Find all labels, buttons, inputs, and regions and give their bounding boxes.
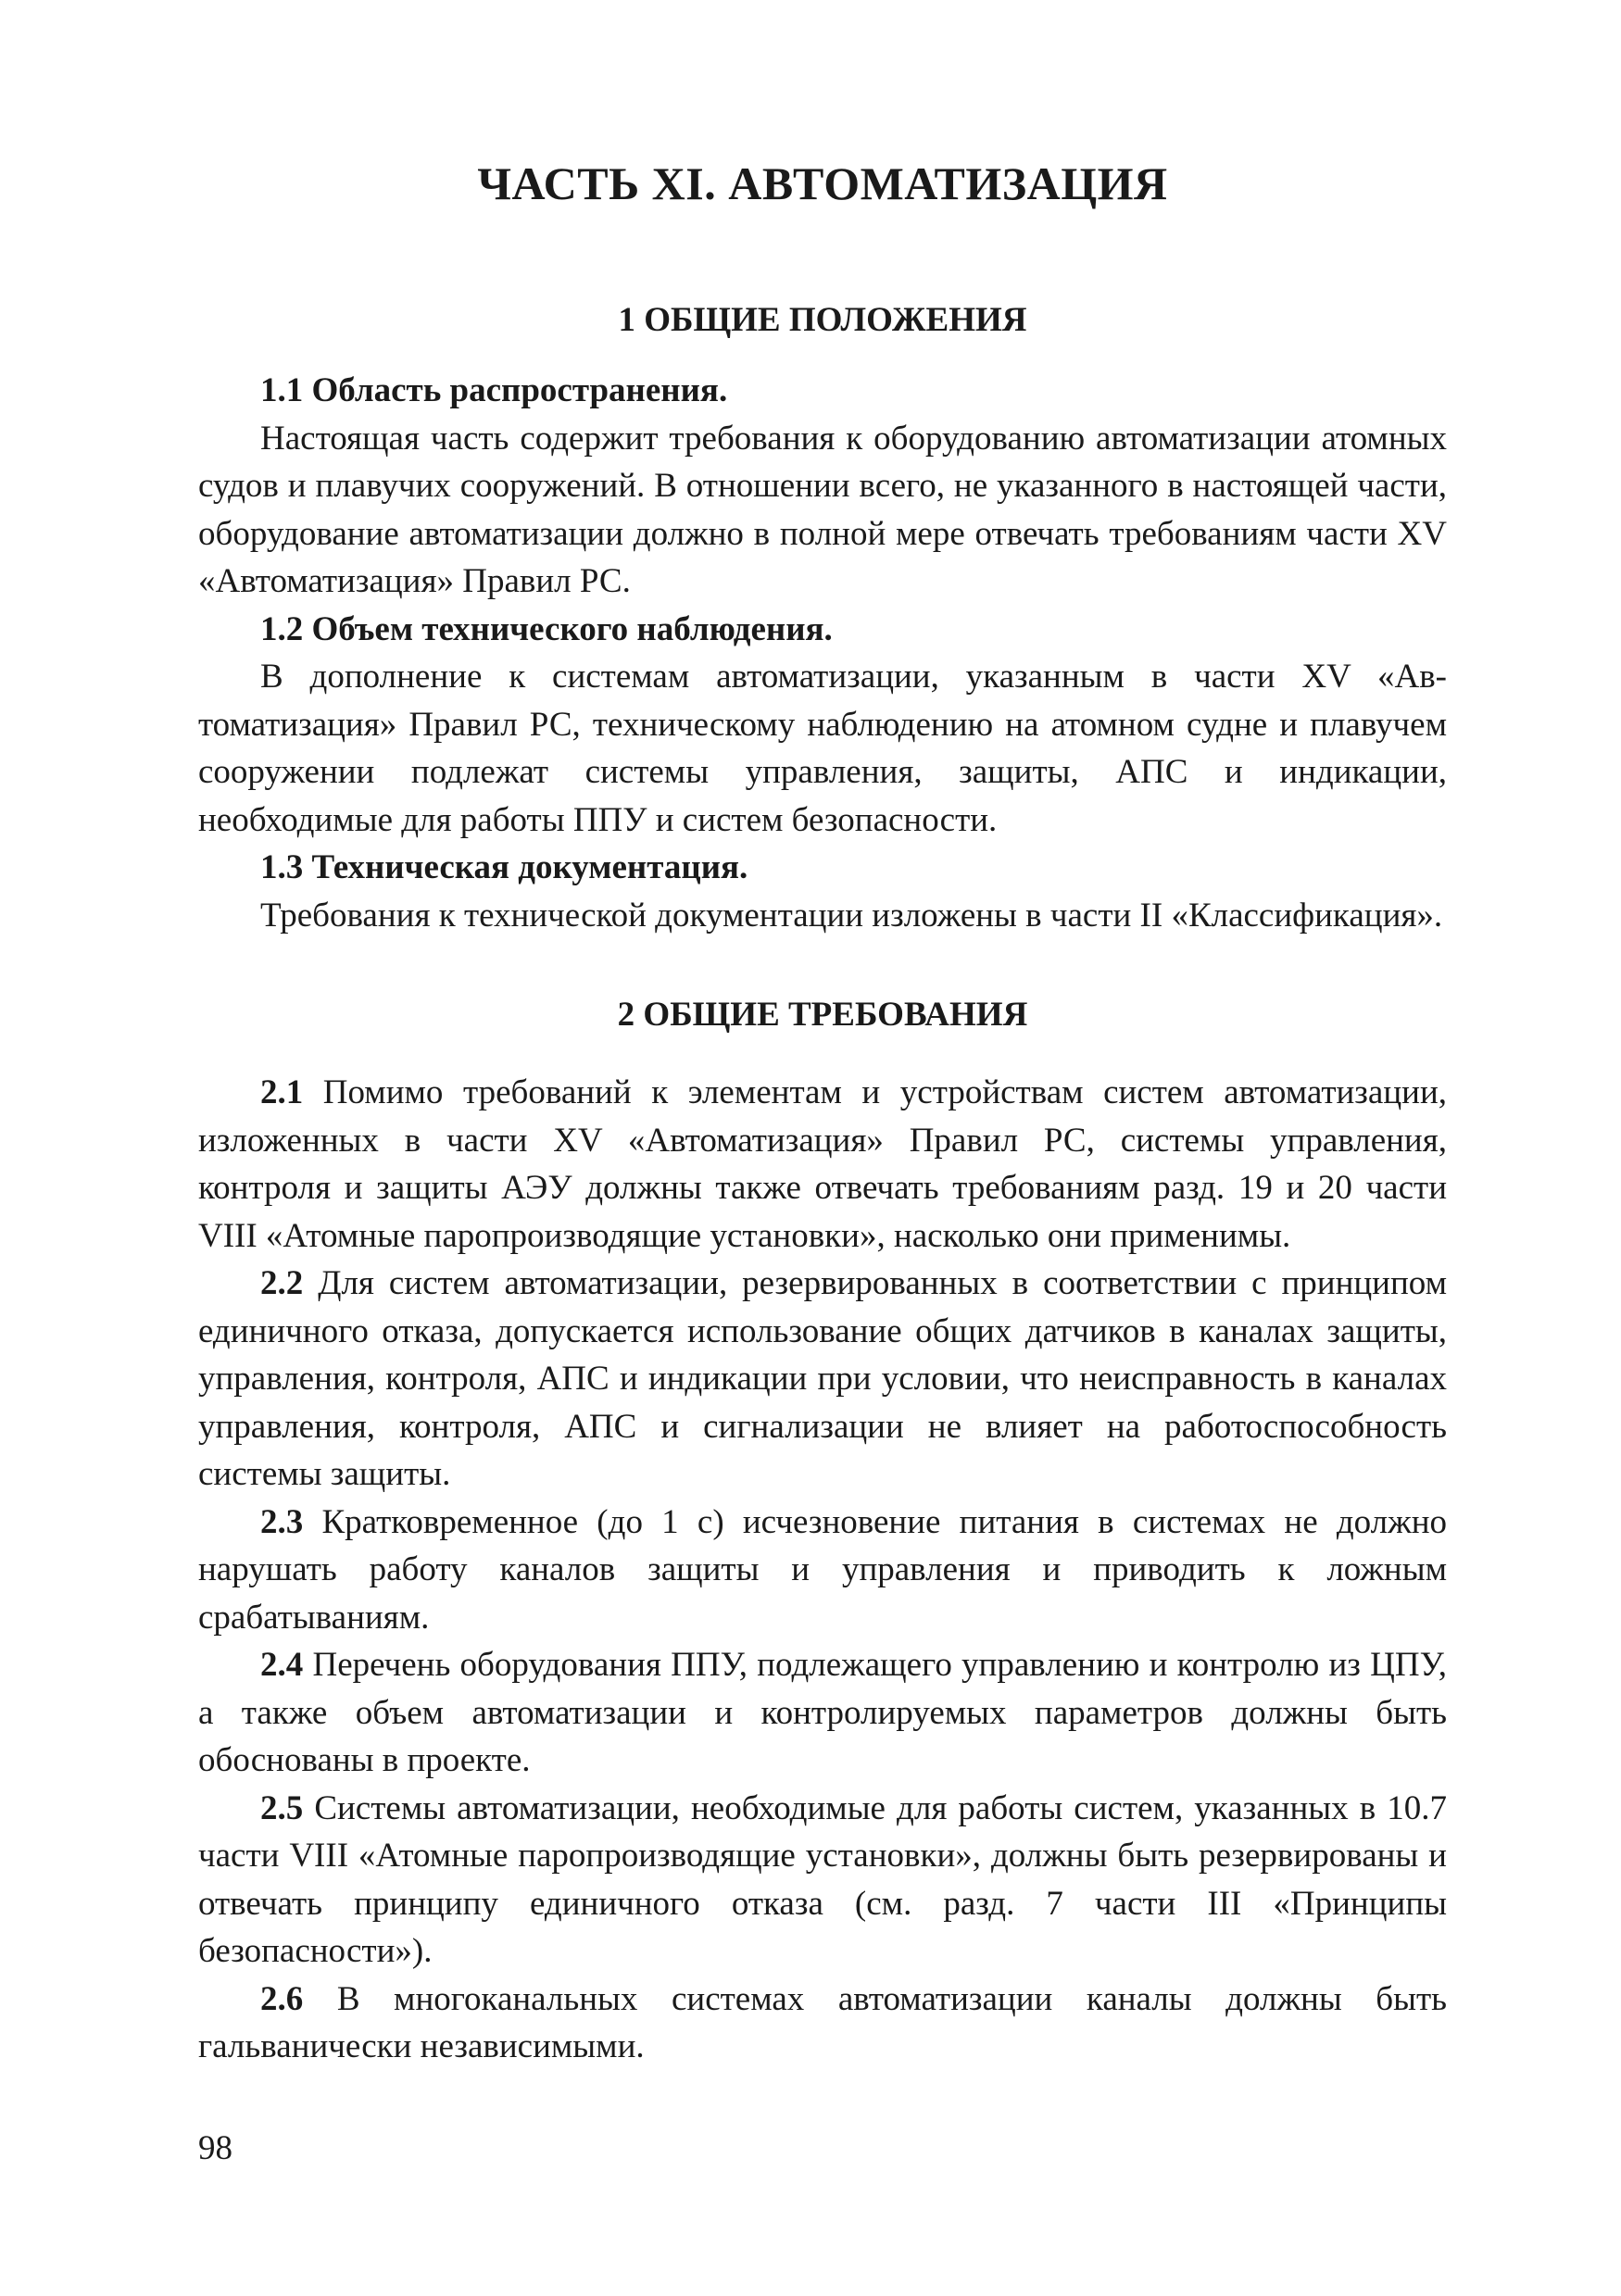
part-title: ЧАСТЬ XI. АВТОМАТИЗАЦИЯ — [477, 157, 1168, 209]
paragraph-number: 2.5 — [260, 1788, 304, 1827]
paragraph-number: 2.1 — [260, 1073, 304, 1111]
paragraph-number: 2.2 — [260, 1264, 304, 1302]
subsection-1-2-text: В дополнение к системам автоматизации, указанным в части XV «Автоматизация» Правил РС, техническому наблюдению на атомном судне и плавучем сооружении подлежат системы управления, защиты, АПС и индикации, необходимые для работы ППУ и систем безопасности. — [198, 658, 1447, 839]
paragraph-2-3 — [198, 1499, 1447, 1642]
subsection-1-2-heading: 1.2 Объем технического наблюдения. — [260, 609, 833, 648]
subsection-1-1-text: Настоящая часть содержит требования к оборудованию автоматизации атомных судов и плавучих сооружений. В отношении всего, не указанного в настоящей части, оборудование автоматизации должно в полной мере отвечать требованиям части XV «Автоматизация» Правил РС. — [198, 419, 1447, 600]
subsection-1-3-text: Требования к технической документации изложены в части II «Классификация». — [260, 896, 1443, 935]
paragraph-text: Для систем автоматизации, резервированных в соответствии с принципом единичного отказа, допускается использование общих датчиков в каналах защиты, управления, контроля, АПС и индикации при условии, что неисправность в каналах управления, контроля, АПС и сигнализации не влияет на работоспособность системы защиты. — [198, 1264, 1447, 1493]
document-page — [198, 139, 1447, 2071]
section-1-title: 1 ОБЩИЕ ПОЛОЖЕНИЯ — [618, 301, 1027, 339]
subsection-1-3-heading: 1.3 Техническая документация. — [260, 848, 748, 886]
paragraph-text: Перечень оборудования ППУ, подлежащего управлению и контролю из ЦПУ, а также объем автоматизации и контролируемых параметров должны быть обоснованы в проекте. — [198, 1646, 1447, 1779]
page-number: 98 — [198, 2129, 232, 2167]
paragraph-number: 2.3 — [260, 1502, 304, 1541]
paragraph-text: Системы автоматизации, необходимые для работы систем, указанных в 10.7 части VIII «Атомные паропроизводящие установки», должны быть резервированы и отвечать принципу единичного отказа (см. разд. 7 части III «Принципы безопасности»). — [198, 1788, 1447, 1970]
paragraph-2-1 — [198, 1069, 1447, 1260]
paragraph-2-5 — [198, 1785, 1447, 1976]
paragraph-2-2 — [198, 1260, 1447, 1499]
paragraph-text: В многоканальных системах автоматизации каналы должны быть гальванически независимыми. — [198, 1979, 1447, 2065]
paragraph-2-4 — [198, 1641, 1447, 1785]
section-2-title: 2 ОБЩИЕ ТРЕБОВАНИЯ — [617, 996, 1028, 1034]
paragraph-text: Помимо требований к элементам и устройствам систем автоматизации, изложенных в части XV «Автоматизация» Правил РС, системы управления, контроля и защиты АЭУ должны также отвечать требованиям разд. 19 и 20 части VIII «Атомные паропроизводящие установки», насколько они применимы. — [198, 1073, 1447, 1255]
paragraph-text: Кратковременное (до 1 с) исчезновение питания в системах не должно нарушать работу каналов защиты и управления и приводить к ложным срабатываниям. — [198, 1502, 1447, 1637]
paragraph-number: 2.6 — [260, 1979, 304, 2018]
subsection-1-1-heading: 1.1 Область распространения. — [260, 371, 728, 409]
paragraph-number: 2.4 — [260, 1646, 304, 1684]
paragraph-2-6 — [198, 1976, 1447, 2071]
